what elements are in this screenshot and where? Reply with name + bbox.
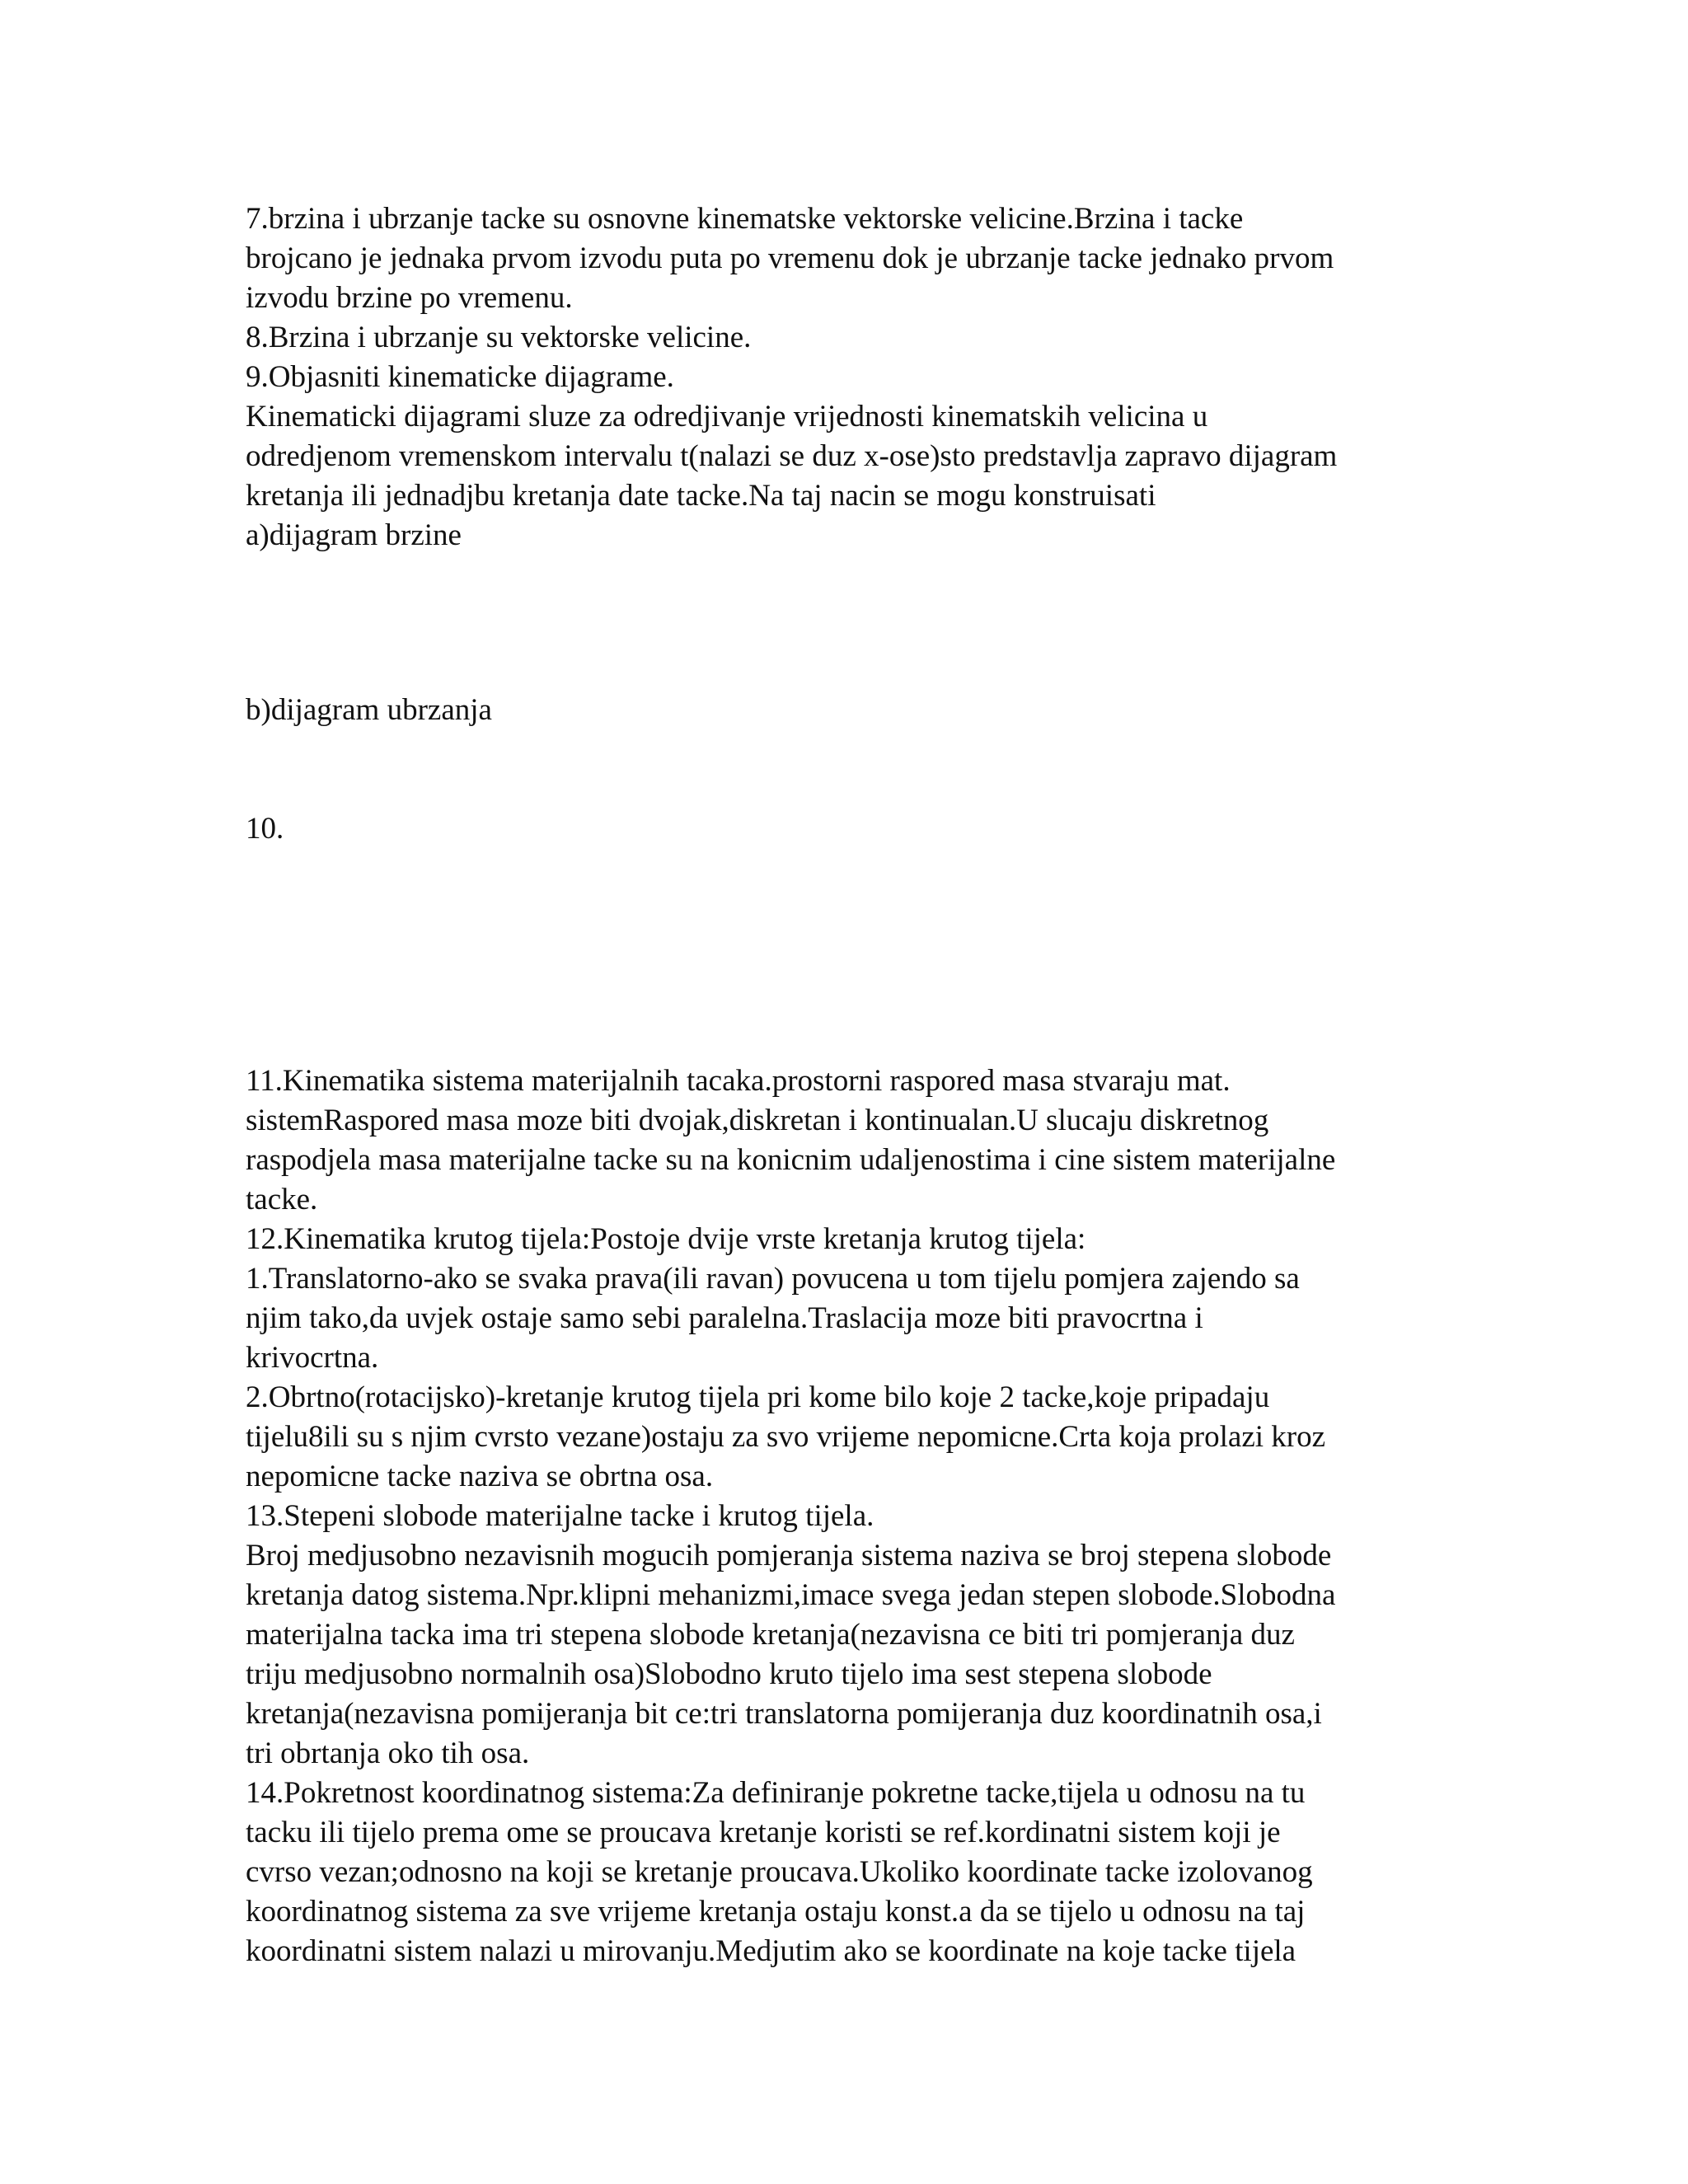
text-block-kinematics-11-14 (246, 1062, 1449, 1971)
text-line: Broj medjusobno nezavisnih mogucih pomjeranja sistema naziva se broj stepena slobode (246, 1539, 1332, 1572)
text-line (246, 770, 1449, 809)
text-line: tacku ili tijelo prema ome se proucava kretanje koristi se ref.kordinatni sistem koji je (246, 1816, 1281, 1849)
text-line: izvodu brzine po vremenu. (246, 281, 573, 315)
text-line: b)dijagram ubrzanja (246, 693, 492, 727)
text-line: 2.Obrtno(rotacijsko)-kretanje krutog tijela pri kome bilo koje 2 tacke,koje pripadaju (246, 1380, 1270, 1414)
text-line: raspodjela masa materijalne tacke su na konicnim udaljenostima i cine sistem materijalne (246, 1143, 1336, 1177)
text-line: kretanja datog sistema.Npr.klipni mehanizmi,imace svega jedan stepen slobode.Slobodna (246, 1578, 1336, 1612)
text-line: 8.Brzina i ubrzanje su vektorske velicine. (246, 321, 752, 354)
text-line: odredjenom vremenskom intervalu t(nalazi se duz x-ose)sto predstavlja zapravo dijagram (246, 439, 1338, 473)
text-line: krivocrtna. (246, 1341, 379, 1375)
text-line: koordinatnog sistema za sve vrijeme kretanja ostaju konst.a da se tijelo u odnosu na taj (246, 1895, 1306, 1929)
text-line: tacke. (246, 1183, 318, 1216)
text-line: 10. (246, 812, 284, 846)
text-line: 11.Kinematika sistema materijalnih tacaka.prostorni raspored masa stvaraju mat. (246, 1064, 1231, 1098)
text-line: koordinatni sistem nalazi u mirovanju.Medjutim ako se koordinate na koje tacke tijela (246, 1934, 1296, 1968)
text-line: 7.brzina i ubrzanje tacke su osnovne kinematske vektorske velicine.Brzina i tacke (246, 202, 1244, 236)
text-line: tijelu8ili su s njim cvrsto vezane)ostaju za svo vrijeme nepomicne.Crta koja prolazi kroz (246, 1420, 1326, 1454)
text-line: sistemRaspored masa moze biti dvojak,diskretan i kontinualan.U slucaju diskretnog (246, 1104, 1269, 1137)
text-line: brojcano je jednaka prvom izvodu puta po vremenu dok je ubrzanje tacke jednako prvom (246, 241, 1334, 275)
text-line: 1.Translatorno-ako se svaka prava(ili ravan) povucena u tom tijelu pomjera zajendo sa (246, 1262, 1300, 1296)
text-line: materijalna tacka ima tri stepena slobode kretanja(nezavisna ce biti tri pomjeranja duz (246, 1618, 1295, 1652)
text-line: 12.Kinematika krutog tijela:Postoje dvije vrste kretanja krutog tijela: (246, 1222, 1086, 1256)
text-block-kinematics-7-10 (246, 199, 1449, 555)
text-line: a)dijagram brzine (246, 518, 462, 552)
text-line (246, 730, 1449, 770)
text-line: 14.Pokretnost koordinatnog sistema:Za definiranje pokretne tacke,tijela u odnosu na tu (246, 1776, 1306, 1810)
text-line: Kinematicki dijagrami sluze za odredjivanje vrijednosti kinematskih velicina u (246, 400, 1208, 434)
text-line: kretanja ili jednadjbu kretanja date tacke.Na taj nacin se mogu konstruisati (246, 479, 1156, 513)
text-line: njim tako,da uvjek ostaje samo sebi paralelna.Traslacija moze biti pravocrtna i (246, 1301, 1203, 1335)
text-block-diagrams (246, 691, 1449, 849)
text-line: 13.Stepeni slobode materijalne tacke i krutog tijela. (246, 1499, 874, 1533)
text-line: kretanja(nezavisna pomijeranja bit ce:tri translatorna pomijeranja duz koordinatnih osa,i (246, 1697, 1322, 1731)
text-line: cvrso vezan;odnosno na koji se kretanje proucava.Ukoliko koordinate tacke izolovanog (246, 1855, 1313, 1889)
text-line: tri obrtanja oko tih osa. (246, 1736, 530, 1770)
text-line: triju medjusobno normalnih osa)Slobodno kruto tijelo ima sest stepena slobode (246, 1657, 1212, 1691)
text-line: 9.Objasniti kinematicke dijagrame. (246, 360, 674, 394)
text-line: nepomicne tacke naziva se obrtna osa. (246, 1460, 714, 1493)
